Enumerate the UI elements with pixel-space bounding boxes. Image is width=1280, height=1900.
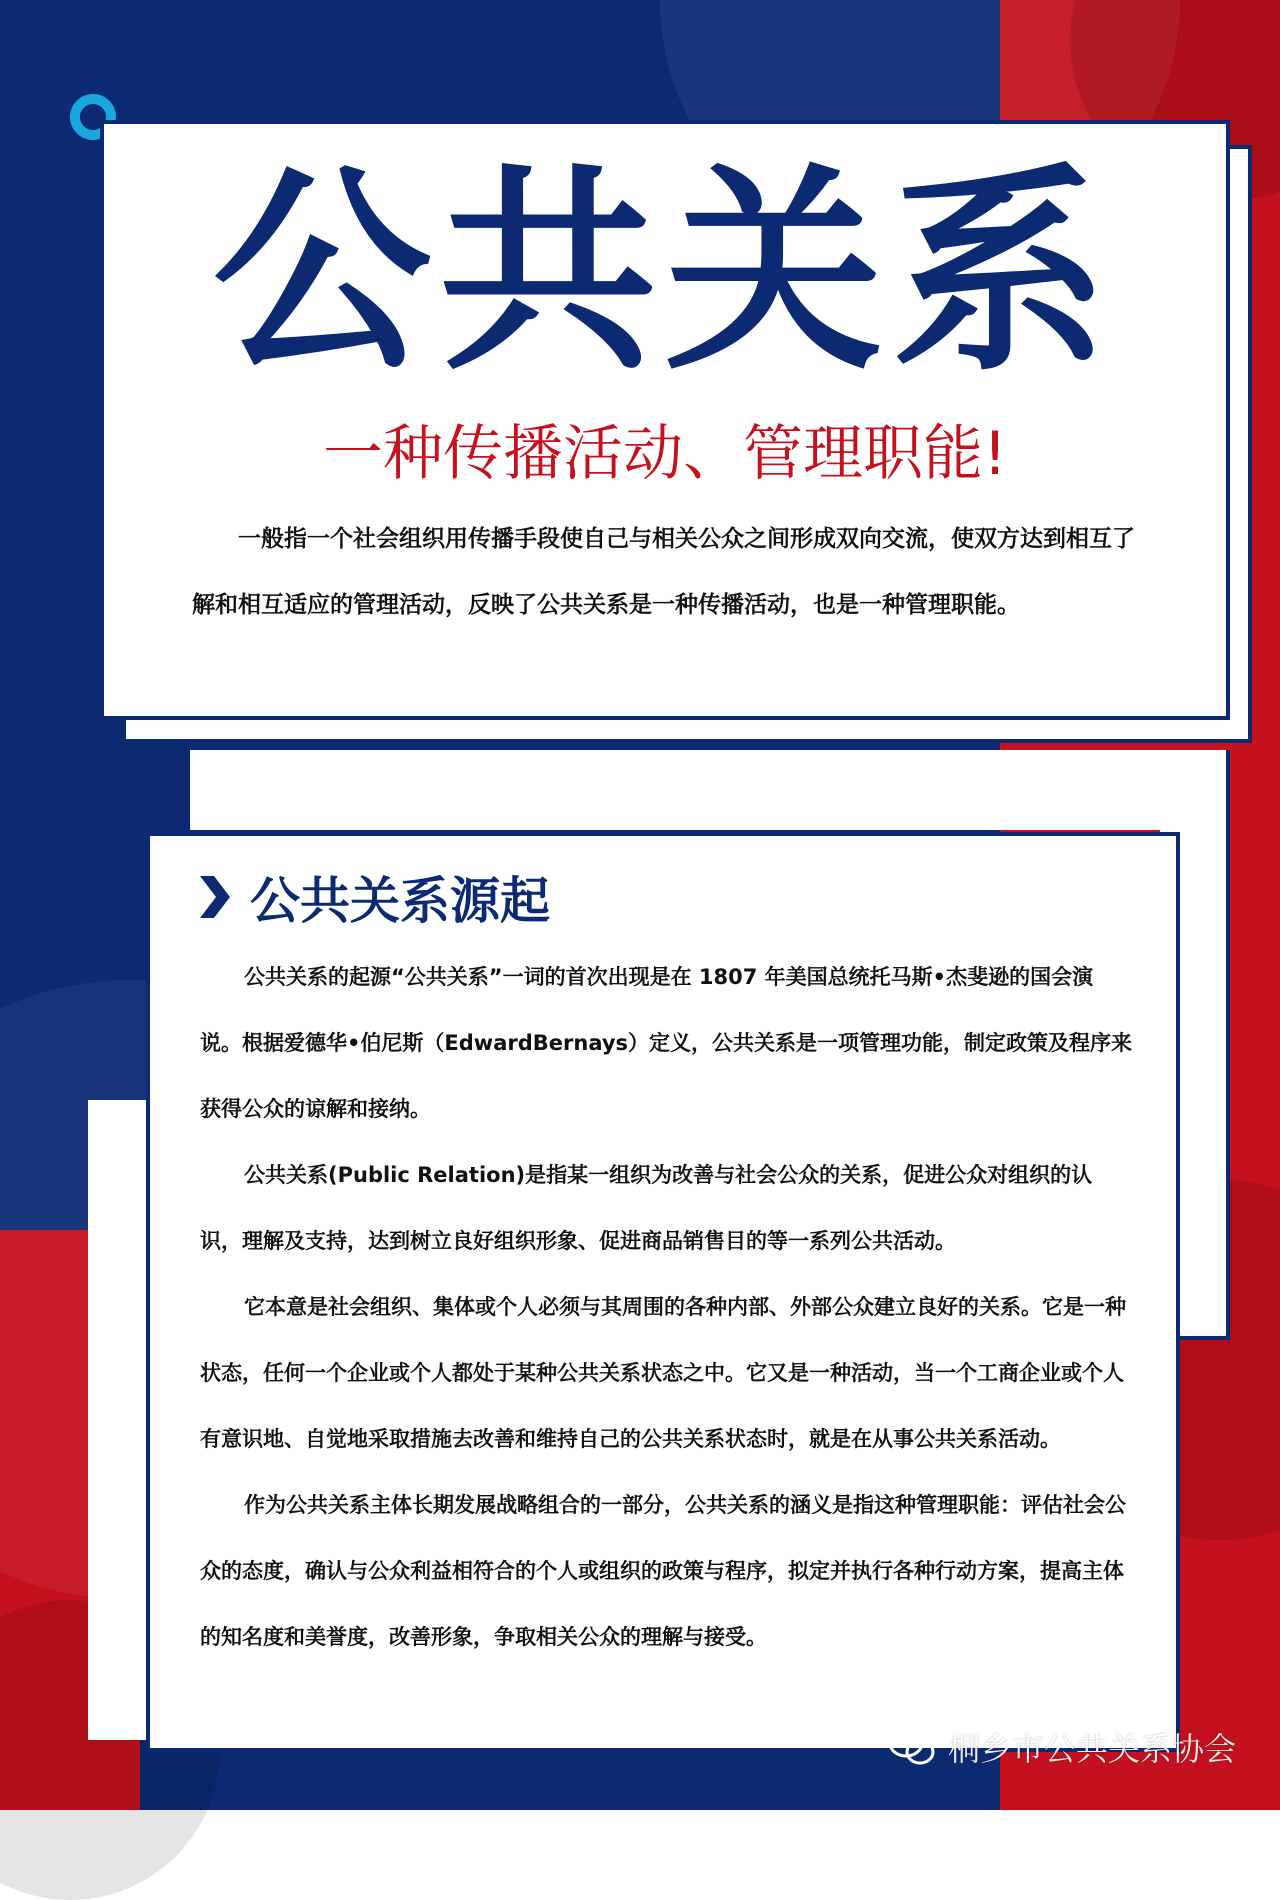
intro-paragraph: 一般指一个社会组织用传播手段使自己与相关公众之间形成双向交流，使双方达到相互了解和相互适应的管理活动，反映了公共关系是一种传播活动，也是一种管理职能。: [192, 526, 1135, 618]
page-subtitle: 一种传播活动、管理职能!: [322, 419, 1008, 489]
body-paragraph: 它本意是社会组织、集体或个人必须与其周围的各种内部、外部公众建立良好的关系。它是一种状态，任何一个企业或个人都处于某种公共关系状态之中。它又是一种活动，当一个工商企业或个人有意识地、自觉地采取措施去改善和维持自己的公共关系状态时，就是在从事公共关系活动。: [200, 1295, 1126, 1451]
body-paragraph: 作为公共关系主体长期发展战略组合的一部分，公共关系的涵义是指这种管理职能：评估社会公众的态度，确认与公众利益相符合的个人或组织的政策与程序，拟定并执行各种行动方案，提高主体的知名度和美誉度，改善形象，争取相关公众的理解与接受。: [200, 1493, 1126, 1649]
page-title: 公共关系: [213, 147, 1117, 400]
white-panel: [190, 750, 1230, 830]
body-paragraph: 公共关系的起源“公共关系”一词的首次出现是在 1807 年美国总统托马斯•杰斐逊的国会演说。根据爱德华•伯尼斯（EdwardBernays）定义，公共关系是一项管理功能，制定政策及程序来获得公众的谅解和接纳。: [200, 965, 1133, 1121]
section-title: 公共关系源起: [250, 872, 550, 930]
section-card: [146, 832, 1180, 1752]
chevron-right-icon: [200, 876, 230, 918]
section-body: [200, 944, 1134, 1670]
body-paragraph: 公共关系(Public Relation)是指某一组织为改善与社会公众的关系，促进公众对组织的认识，理解及支持，达到树立良好组织形象、促进商品销售目的等一系列公共活动。: [200, 1163, 1093, 1253]
source-watermark: [888, 1720, 1236, 1774]
watermark-text: 桐乡市公共关系协会: [948, 1730, 1237, 1768]
section-header: [200, 862, 550, 932]
header-card: [100, 120, 1230, 720]
wechat-icon: [888, 1727, 936, 1767]
